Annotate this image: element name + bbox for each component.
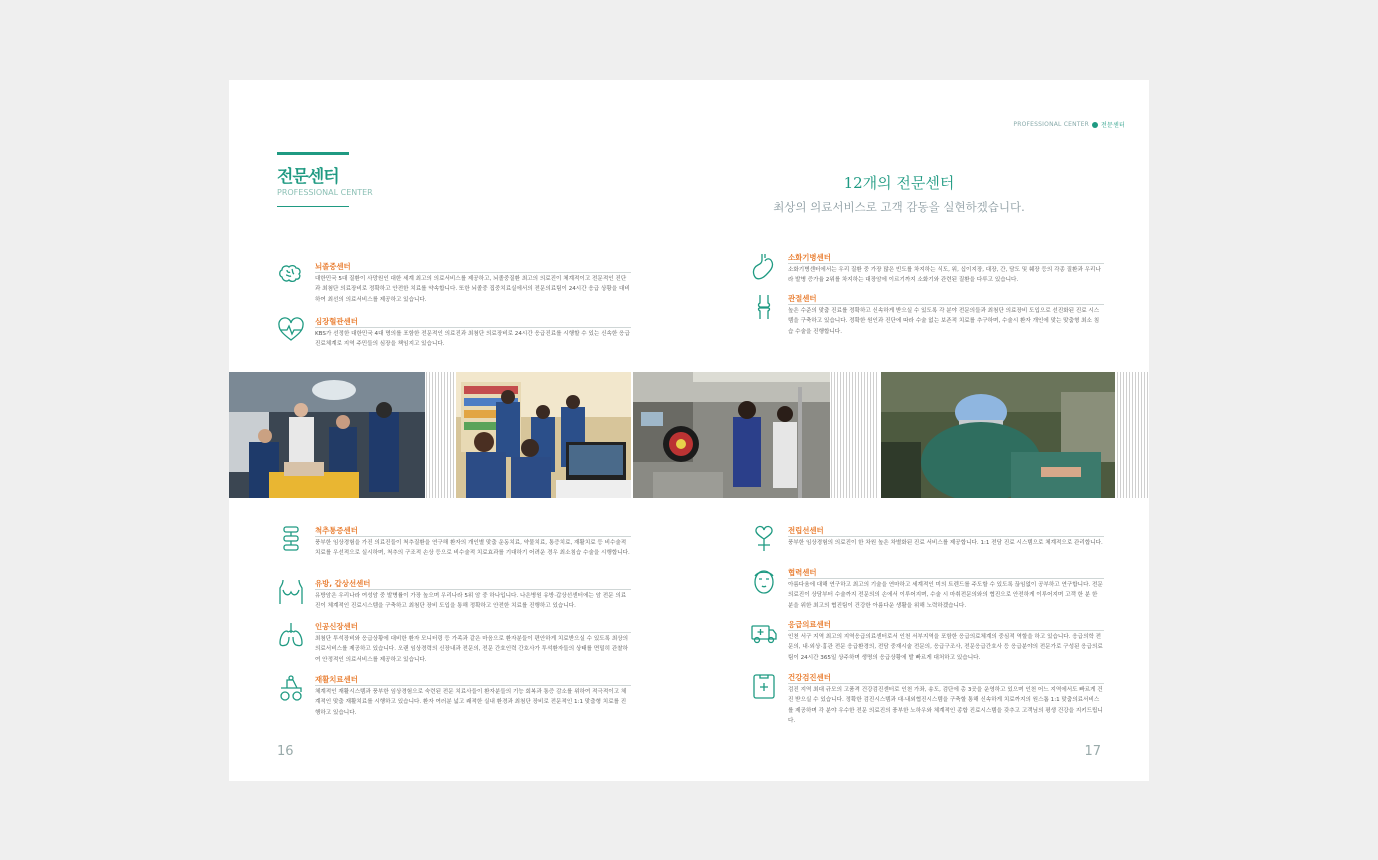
section-body: 풍부한 임상경험의 의료진이 한 차원 높은 차별화된 진료 서비스를 제공합니다. 1:1 전담 진료 시스템으로 체계적으로 관리합니다. [788,536,1104,548]
section-title: 전립선센터 [788,526,824,535]
headline [749,172,1049,215]
section-breast-thyroid-center [277,578,631,618]
section-body: 유방암은 우리나라 여성암 중 발병률이 가장 높으며 우리나라 5위 암 중 하나입니다. 나은병원 유방·갑상선센터에는 암 전문 의료진이 체계적인 진료시스템을 구축하고 최첨단 장비 도입을 통해 정확하고 안전한 치료를 진행하고 있습니다. [315,589,631,612]
rehab-icon [277,674,305,702]
page-number-right: 17 [1084,744,1101,759]
section-title: 유방, 갑상선센터 [315,579,371,588]
headline-title: 12개의 전문센터 [843,174,955,192]
section-title: 심장혈관센터 [315,317,358,326]
page-number-left: 16 [277,744,294,759]
face-icon [750,567,778,595]
photo-emergency [229,372,425,498]
section-body: 풍부한 임상경험을 가진 의료진들이 척추질환을 연구해 환자의 개인별 맞춤 운동치료, 약물치료, 통증치료, 재활치료 등 비수술적 치료를 우선적으로 실시하며, 척추의 구조적 손상 등으로 비수술적 치료효과를 기대하기 어려운 경우 최소침습 수술을 시행합니다. [315,536,631,559]
torso-icon [277,578,305,606]
spine-icon [277,525,305,553]
section-gastro-center [750,252,1104,296]
section-body: KBS가 선정한 대한민국 4대 명의를 포함한 전문적인 의료진과 최첨단 의료장비로 24시간 응급진료를 시행할 수 있는 신속한 응급진료체계로 지역 주민들의 심장을 책임지고 있습니다. [315,327,631,350]
ambulance-icon [750,619,778,647]
runner-en: PROFESSIONAL CENTER [1013,121,1090,128]
photo-rehab [633,372,830,498]
section-cardio-center [277,316,631,358]
photo-band [229,372,1149,498]
section-spine-center [277,525,631,573]
section-dialysis-center [277,621,631,669]
section-title: 소화기병센터 [788,253,831,262]
page-title-block [277,152,373,207]
section-title: 재활치료센터 [315,675,358,684]
section-prostate-center [750,525,1104,561]
photo-divider [831,372,879,498]
section-title: 척추통증센터 [315,526,358,535]
section-title: 응급의료센터 [788,620,831,629]
checkup-icon [750,672,778,700]
section-body: 인천 서구 지역 최고의 지역응급의료센터로서 인천 서부지역을 포함한 응급의료체계의 중심적 역할을 하고 있습니다. 응급의학 전문의, 내·외상·흉관 전문 응급환경의, 전담 중재시술 전문의, 응급구조사, 전문응급간호사 등 응급분야의 전문가로 구성된 응급의료팀이 24시간 365일 상주하며 생명의 응급상황에 발 빠르게 대처하고 있습니다. [788,630,1104,663]
headline-subtitle: 최상의 의료서비스로 고객 감동을 실현하겠습니다. [773,200,1025,214]
photo-divider [426,372,454,498]
brain-icon [277,261,305,289]
section-title: 인공신장센터 [315,622,358,631]
section-body: 체계적인 재활시스템과 풍부한 임상경험으로 숙련된 전문 치료사들이 환자분들의 기능 회복과 통증 감소를 위하여 적극적이고 체계적인 맞춤 재활치료를 시행하고 있습니다. 환자 여러분 넓고 쾌적한 실내 환경과 최첨단 장비로 전문적인 1:1 맞춤형 치료를 진행하고 있습니다. [315,685,631,718]
title-bottom-rule [277,206,349,207]
section-title: 관절센터 [788,294,817,303]
section-cooperation-center [750,567,1104,615]
section-joint-center [750,293,1104,343]
section-body: 아름다움에 대해 연구하고 최고의 기술을 연마하고 세계적인 미의 트렌드를 주도할 수 있도록 끊임없이 공부하고 연구합니다. 전문 의료진이 상담부터 수술까지 전문의의 손에서 이루어지며, 수술 시 마취전문의와의 협진으로 안전하게 이루어지며 고객 한 분 한 분을 위한 최고의 협진팀이 건강한 아름다운 생활을 위해 노력하겠습니다. [788,578,1104,611]
photo-surgery [881,372,1115,498]
runner-ko: 전문센터 [1101,122,1125,129]
section-body: 최첨단 투석장비와 응급상황에 대비한 환자 모니터링 등 가족과 같은 마음으로 환자분들이 편안하게 치료받으실 수 있도록 최상의 의료서비스를 제공하고 있습니다. 오랜 임상경력의 신장내과 전문의, 전문 간호인력 간호사가 투석환자들의 상태를 면밀히 관찰하여 안정적인 의료서비스를 제공하고 있습니다. [315,632,631,665]
photo-divider [1117,372,1149,498]
photo-nurses [456,372,631,498]
section-body: 검진 지역 최대 규모의 고품격 건강검진센터로 인천 가좌, 송도, 검단에 총 3곳을 운영하고 있으며 인천 어느 지역에서도 빠르게 건진 받으실 수 있습니다. 정확한 검진시스템과 대·내외협진시스템을 구축할 통해 신속하게 치료까지의 원스톱 1:1 맞춤의료서비스를 제공하며 각 분야 우수한 전문 의료진의 풍부한 노하우와 체계적인 종합 진료시스템을 갖추고 고객님의 평생 건강을 지키드립니다. [788,683,1104,727]
lungs-icon [277,621,305,649]
title-top-rule [277,152,349,155]
section-title: 뇌졸중센터 [315,262,351,271]
section-rehab-center [277,674,631,722]
section-title: 건강검진센터 [788,673,831,682]
prostate-icon [750,525,778,553]
stomach-icon [750,252,778,280]
section-checkup-center [750,672,1104,730]
heartbeat-icon [277,316,305,344]
page-subtitle: PROFESSIONAL CENTER [277,188,373,197]
section-title: 협력센터 [788,568,817,577]
section-body: 소화기병센터에서는 우리 질환 중 가장 많은 빈도를 차지하는 식도, 위, 십이지장, 대장, 간, 담도 및 췌장 등의 각종 질환과 우리나라 발병 증가율 2위를 차지하는 대장암에 이르기까지 소화기와 관련된 질환을 다루고 있습니다. [788,263,1104,286]
section-emergency-center [750,619,1104,667]
page-title: 전문센터 [277,167,339,187]
runner-dot-icon [1092,122,1098,128]
running-header [1013,120,1125,129]
section-body: 높은 수준의 맞춤 진료를 정확하고 신속하게 받으실 수 있도록 각 분야 전문의들과 최첨단 의료장비 도입으로 선진화된 진료 시스템을 구축하고 있습니다. 정확한 원인과 진단에 따라 수술 없는 보존적 치료를 추구하며, 수술시 환자 개인에 맞는 맞춤형 최소 침습 수술을 진행합니다. [788,304,1104,337]
brochure-spread [229,80,1149,781]
section-body: 대한민국 5대 질환이 사망원인 대한 세계 최고의 의료서비스를 제공하고, 뇌졸중질환 최고의 의료진이 체계적이고 전문적인 진단과 최첨단 의료장비로 정확하고 안전한 치료를 약속합니다. 또한 뇌졸중 집중치료실에서의 전문의료팀이 24시간 응급 상황을 대비하여 최선의 의료서비스를 제공하고 있습니다. [315,272,631,305]
joint-icon [750,293,778,321]
section-stroke-center [277,261,631,311]
